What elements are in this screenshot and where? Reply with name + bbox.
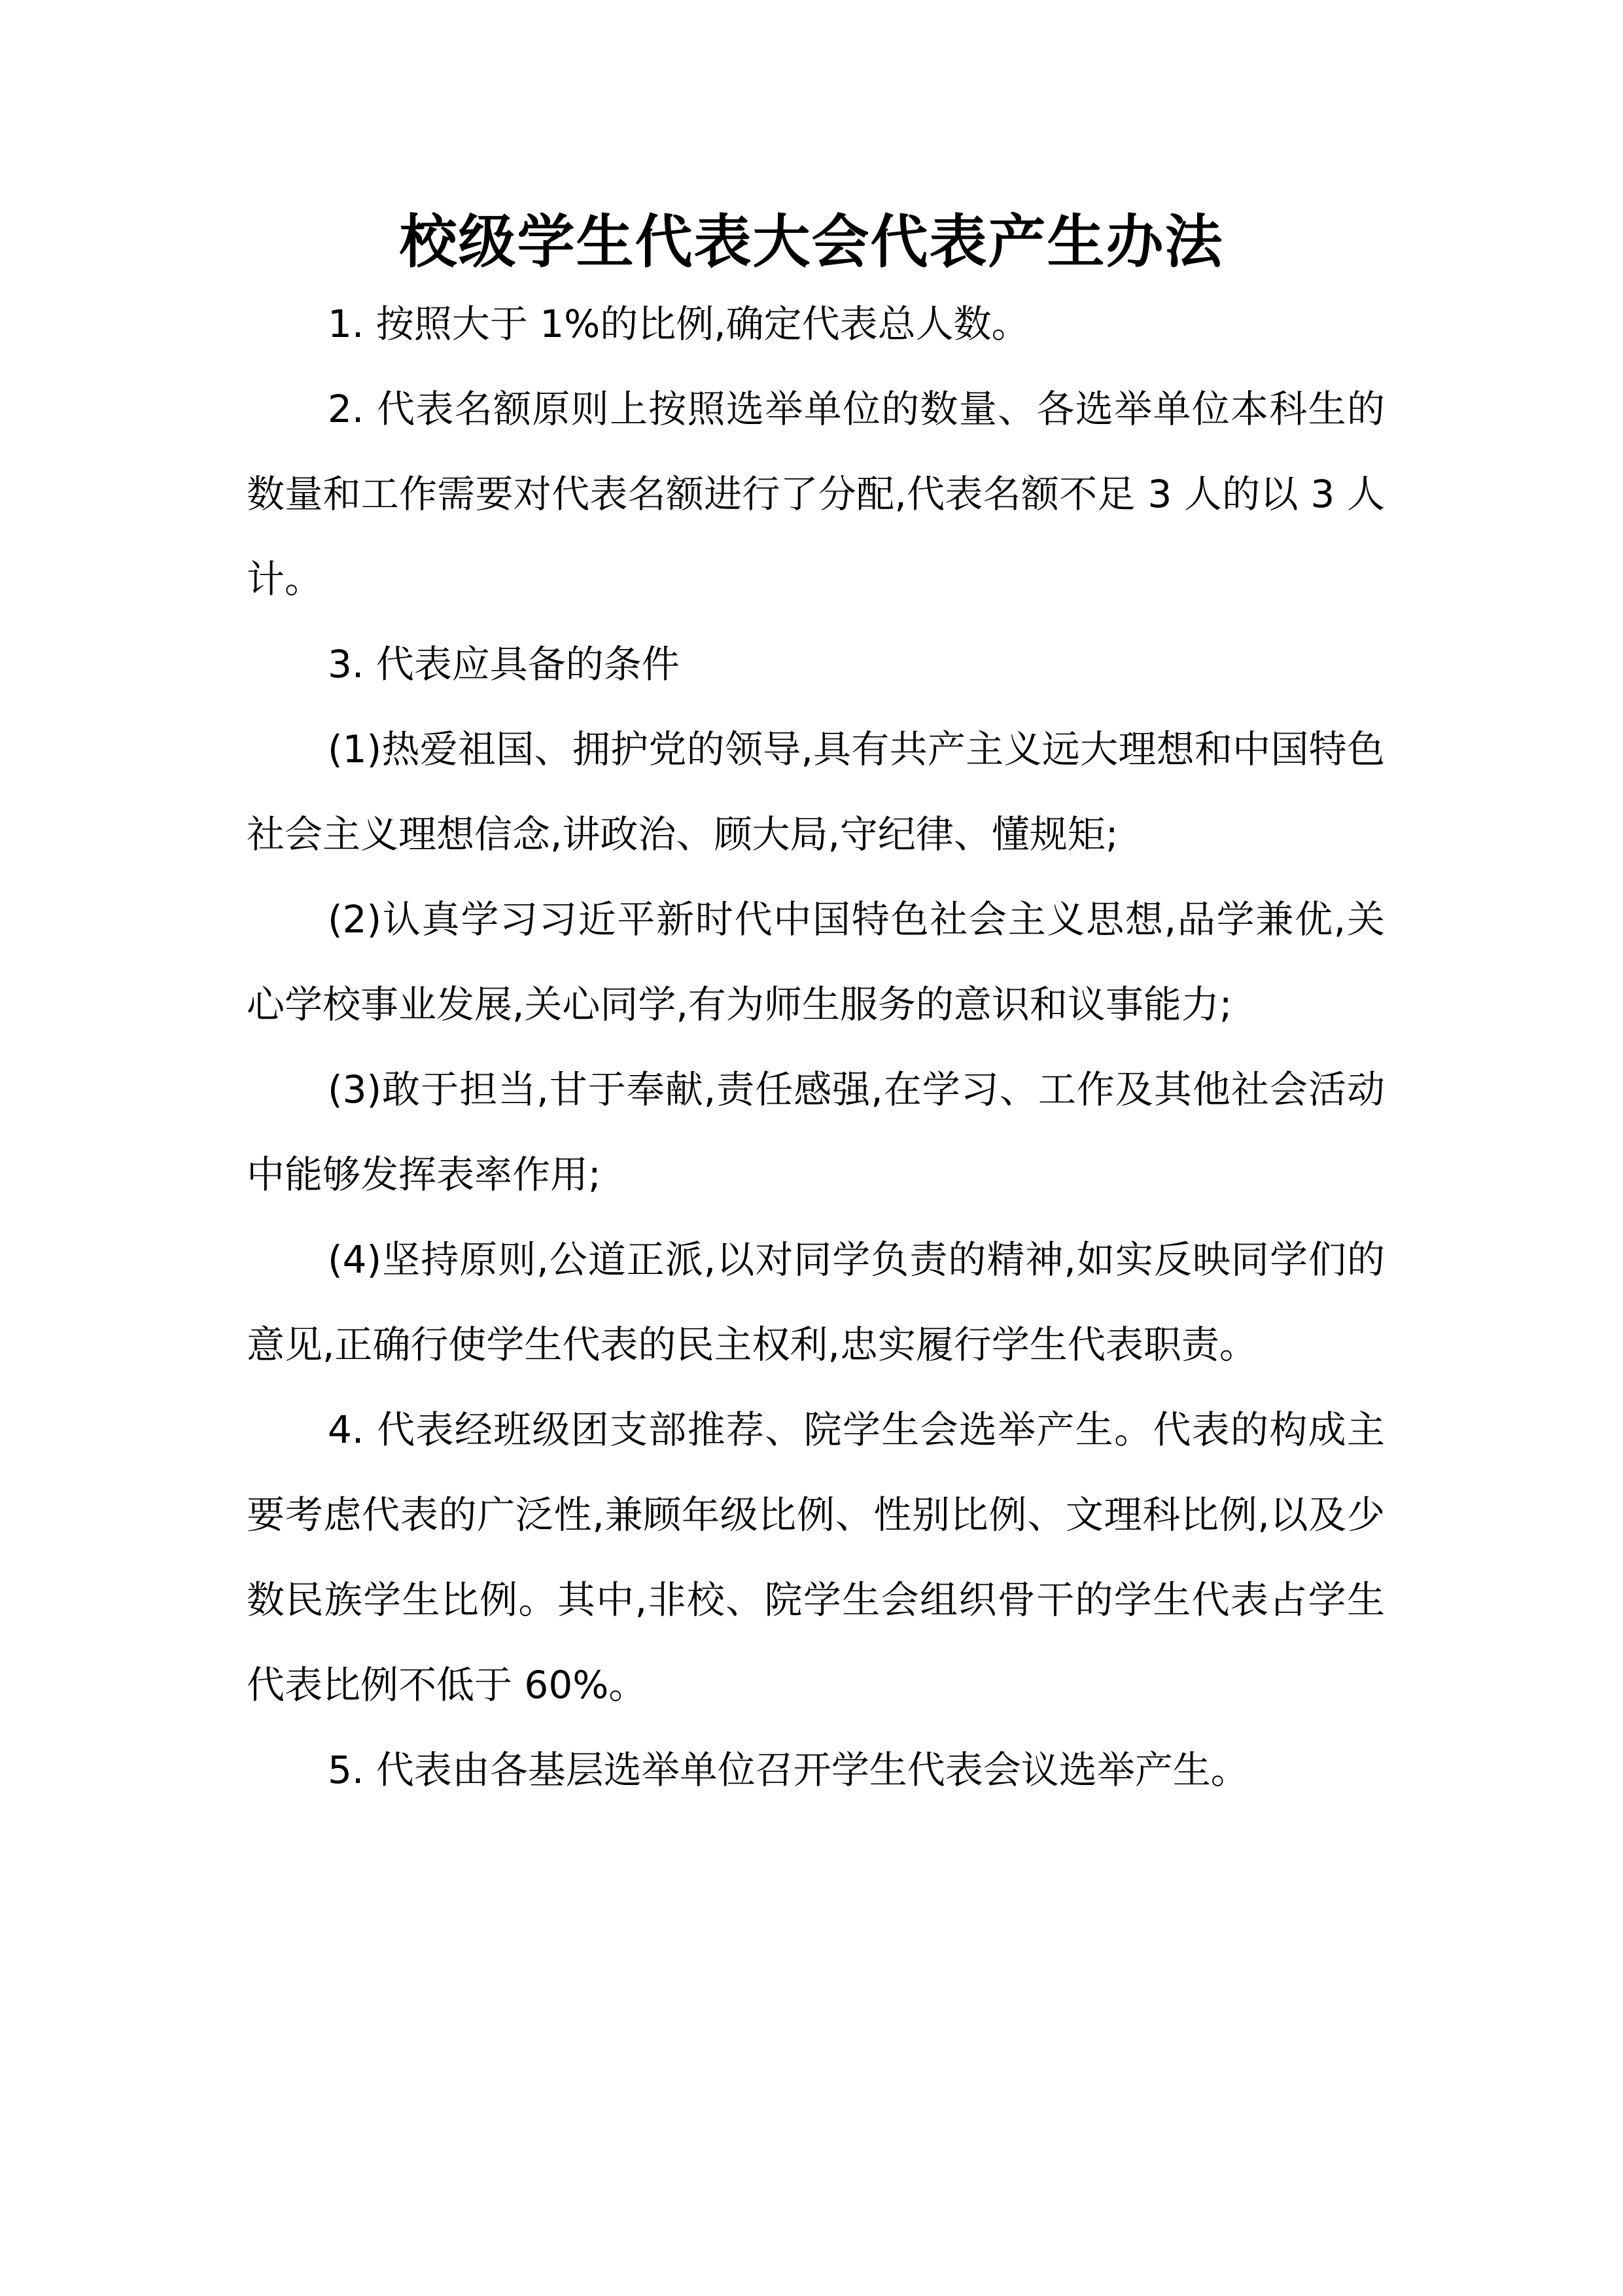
paragraph-item-2: 2. 代表名额原则上按照选举单位的数量、各选举单位本科生的数量和工作需要对代表名额进行了分配,代表名额不足 3 人的以 3 人计。 [247,387,1385,601]
paragraph-item-1: 1. 按照大于 1%的比例,确定代表总人数。 [328,302,1030,346]
document-title: 校级学生代表大会代表产生办法 [399,208,1224,275]
paragraph-condition-1: (1)热爱祖国、拥护党的领导,具有共产主义远大理想和中国特色社会主义理想信念,讲政治、顾大局,守纪律、懂规矩; [247,727,1385,857]
paragraph-condition-2: (2)认真学习习近平新时代中国特色社会主义思想,品学兼优,关心学校事业发展,关心同学,有为师生服务的意识和议事能力; [247,897,1385,1027]
paragraph-condition-4: (4)坚持原则,公道正派,以对同学负责的精神,如实反映同学们的意见,正确行使学生代表的民主权利,忠实履行学生代表职责。 [247,1237,1385,1367]
paragraph-item-3: 3. 代表应具备的条件 [328,642,680,686]
paragraph-item-4: 4. 代表经班级团支部推荐、院学生会选举产生。代表的构成主要考虑代表的广泛性,兼顾年级比例、性别比例、文理科比例,以及少数民族学生比例。其中,非校、院学生会组织骨干的学生代表占学生代表比例不低于 60%。 [247,1407,1385,1707]
paragraph-item-5: 5. 代表由各基层选举单位召开学生代表会议选举产生。 [328,1748,1249,1792]
paragraph-condition-3: (3)敢于担当,甘于奉献,责任感强,在学习、工作及其他社会活动中能够发挥表率作用; [247,1067,1385,1197]
document-body [247,281,1385,1812]
